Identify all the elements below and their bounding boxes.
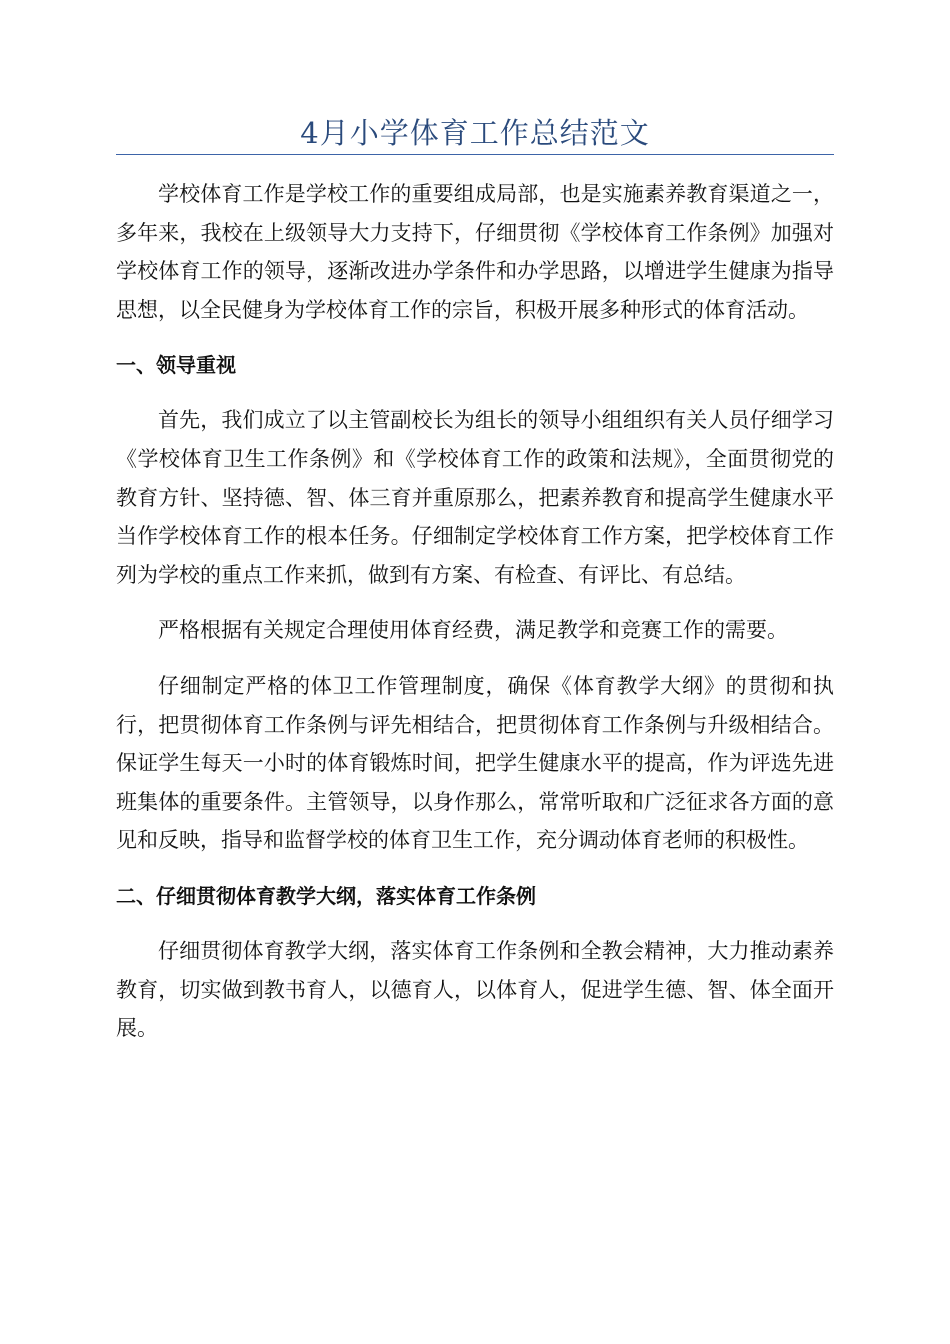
paragraph-intro: 学校体育工作是学校工作的重要组成局部，也是实施素养教育渠道之一，多年来，我校在上级领导大力支持下，仔细贯彻《学校体育工作条例》加强对学校体育工作的领导，逐渐改进办学条件和办学思路，以增进学生健康为指导思想，以全民健身为学校体育工作的宗旨，积极开展多种形式的体育活动。 xyxy=(116,182,834,322)
paragraph-leadership: 首先，我们成立了以主管副校长为组长的领导小组组织有关人员仔细学习《学校体育卫生工作条例》和《学校体育工作的政策和法规》，全面贯彻党的教育方针、坚持德、智、体三育并重原那么，把素养教育和提高学生健康水平当作学校体育工作的根本任务。仔细制定学校体育工作方案，把学校体育工作列为学校的重点工作来抓，做到有方案、有检查、有评比、有总结。 xyxy=(116,408,834,587)
document-body xyxy=(116,175,834,1065)
paragraph-management: 仔细制定严格的体卫工作管理制度，确保《体育教学大纲》的贯彻和执行，把贯彻体育工作条例与评先相结合，把贯彻体育工作条例与升级相结合。保证学生每天一小时的体育锻炼时间，把学生健康水平的提高，作为评选先进班集体的重要条件。主管领导，以身作那么，常常听取和广泛征求各方面的意见和反映，指导和监督学校的体育卫生工作，充分调动体育老师的积极性。 xyxy=(116,673,834,853)
title-underline xyxy=(116,154,834,155)
paragraph-curriculum: 仔细贯彻体育教学大纲，落实体育工作条例和全教会精神，大力推动素养教育，切实做到教书育人，以德育人，以体育人，促进学生德、智、体全面开展。 xyxy=(116,938,834,1041)
document-title: 4月小学体育工作总结范文 xyxy=(300,116,650,150)
section-heading-2: 二、仔细贯彻体育教学大纲，落实体育工作条例 xyxy=(116,883,536,908)
paragraph-funding: 严格根据有关规定合理使用体育经费，满足教学和竞赛工作的需要。 xyxy=(158,618,788,643)
section-heading-1: 一、领导重视 xyxy=(116,353,236,378)
